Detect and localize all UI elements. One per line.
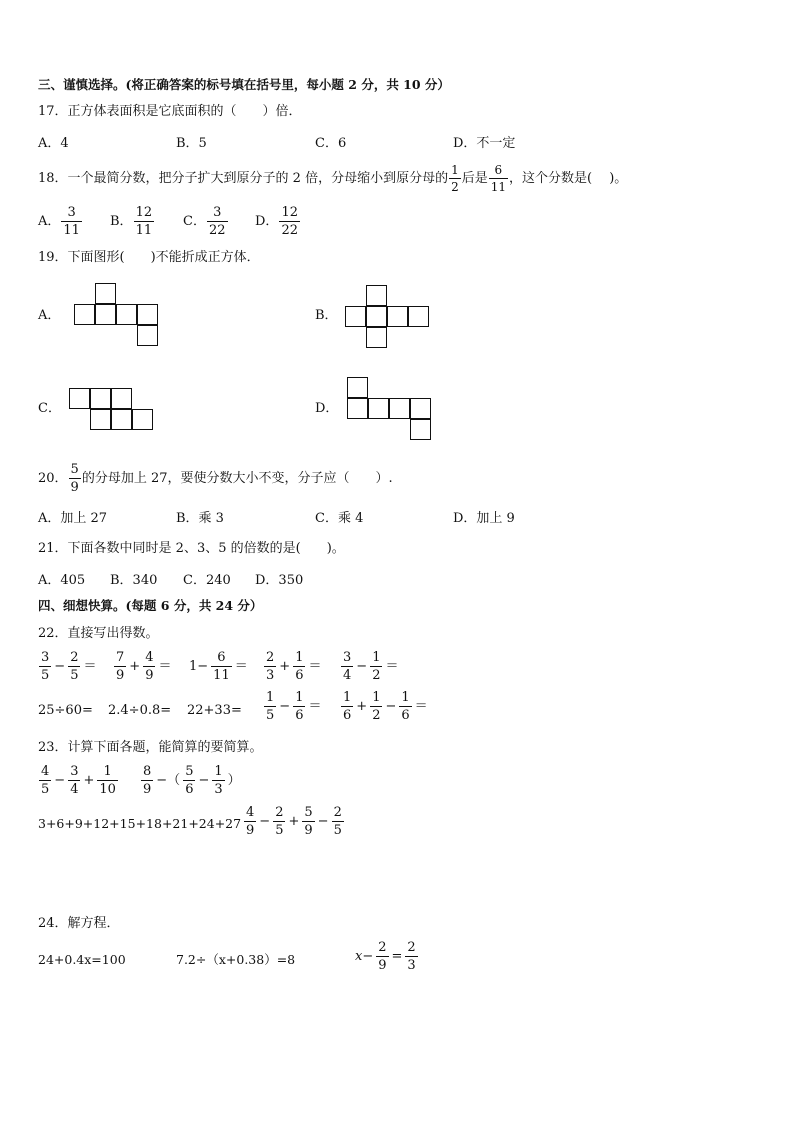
q22-item-3 — [187, 651, 250, 682]
fraction — [399, 691, 411, 722]
q20-fraction — [69, 463, 81, 494]
fraction-numerator: 4 — [41, 764, 50, 779]
net-square — [137, 325, 158, 346]
option-fraction — [279, 206, 300, 237]
q23-stem: 23．计算下面各题，能简算的要简算。 — [38, 740, 263, 755]
operator: ） — [227, 773, 241, 788]
fraction-numerator: 4 — [246, 805, 255, 820]
option-fraction — [61, 206, 82, 237]
q24-equation-1: 24+0.4x=100 — [38, 952, 126, 967]
net-square — [387, 306, 408, 327]
fraction-numerator: 5 — [70, 462, 79, 477]
fraction-numerator: 1 — [295, 690, 304, 705]
q18-option-a — [38, 206, 83, 237]
option-fraction — [134, 206, 155, 237]
fraction-numerator: 3 — [70, 764, 79, 779]
q21-option-a: A．405 — [38, 573, 86, 588]
fraction — [293, 651, 305, 682]
operator: − — [54, 659, 66, 674]
net-square — [74, 304, 95, 325]
fraction-denominator: 10 — [99, 782, 116, 797]
fraction — [376, 941, 388, 972]
fraction — [97, 765, 118, 796]
q18-result-fraction — [489, 164, 508, 193]
section4-header: 四、细想快算。(每题 6 分，共 24 分） — [38, 598, 263, 613]
q24-equation-3 — [353, 941, 419, 972]
net-square — [347, 398, 368, 419]
fraction — [405, 941, 417, 972]
fraction-numerator: 3 — [41, 650, 50, 665]
q22-item-8: 22+33= — [187, 703, 242, 718]
net-square — [410, 419, 431, 440]
q18-option-c — [183, 206, 229, 237]
fraction — [68, 765, 80, 796]
fraction-numerator: 2 — [407, 940, 416, 955]
fraction-denominator: 11 — [135, 223, 153, 238]
fraction-numerator: 3 — [213, 205, 222, 220]
fraction-denominator: 2 — [372, 708, 381, 723]
fraction-numerator: 1 — [295, 650, 304, 665]
fraction-numerator: 12 — [135, 205, 153, 220]
fraction — [143, 651, 155, 682]
q17-option-c: C．6 — [315, 136, 347, 151]
q22-item-2 — [113, 651, 173, 682]
fraction-denominator: 6 — [295, 708, 304, 723]
fraction-denominator: 9 — [143, 782, 152, 797]
q22-item-10 — [340, 691, 430, 722]
fraction-numerator: 1 — [266, 690, 275, 705]
net-square — [111, 409, 132, 430]
fraction-denominator: 9 — [145, 668, 154, 683]
net-square — [90, 409, 111, 430]
net-square — [95, 283, 116, 304]
fraction — [264, 651, 276, 682]
fraction-denominator: 6 — [401, 708, 410, 723]
net-square — [69, 388, 90, 409]
fraction-numerator: 1 — [343, 690, 352, 705]
equals-sign: ＝ — [234, 659, 248, 674]
operator: + — [129, 659, 141, 674]
equals-sign: ＝ — [414, 699, 428, 714]
operator: −（ — [156, 773, 181, 788]
fraction-denominator: 3 — [214, 782, 223, 797]
fraction-numerator: 12 — [281, 205, 298, 220]
fraction-denominator: 4 — [343, 668, 352, 683]
q19-net-c — [69, 388, 159, 433]
option-fraction — [207, 206, 228, 237]
fraction-denominator: 9 — [246, 823, 255, 838]
net-square — [345, 306, 366, 327]
q17-option-a: A．4 — [38, 136, 69, 151]
fraction-denominator: 5 — [41, 668, 50, 683]
option-label: D． — [255, 214, 279, 229]
fraction-denominator: 4 — [70, 782, 79, 797]
fraction-denominator: 5 — [41, 782, 50, 797]
net-square — [116, 304, 137, 325]
operator: + — [288, 814, 300, 829]
q23-expression-1 — [38, 765, 119, 796]
equals-sign: ＝ — [158, 659, 172, 674]
equals-sign: = — [391, 949, 403, 964]
fraction — [183, 765, 195, 796]
fraction-denominator: 6 — [343, 708, 352, 723]
q19-net-b — [345, 285, 435, 351]
operator: − — [279, 699, 291, 714]
q24-equation-2: 7.2÷（x+0.38）=8 — [176, 952, 296, 967]
fraction-numerator: 3 — [67, 205, 76, 220]
net-square — [90, 388, 111, 409]
q18-half-fraction — [449, 164, 461, 193]
fraction-denominator: 2 — [372, 668, 381, 683]
fraction-numerator: 2 — [266, 650, 275, 665]
fraction — [302, 806, 314, 837]
net-square — [137, 304, 158, 325]
q21-stem: 21．下面各数中同时是 2、3、5 的倍数的是( )。 — [38, 541, 345, 556]
q19-label-a: A． — [38, 308, 61, 323]
fraction — [370, 691, 382, 722]
q21-option-c: C．240 — [183, 573, 231, 588]
fraction-numerator: 7 — [116, 650, 125, 665]
fraction-numerator: 1 — [451, 163, 459, 177]
q19-label-c: C． — [38, 401, 61, 416]
fraction-numerator: 1 — [214, 764, 223, 779]
fraction — [273, 806, 285, 837]
net-square — [410, 398, 431, 419]
fraction-denominator: 3 — [266, 668, 275, 683]
q22-item-7: 2.4÷0.8= — [108, 703, 172, 718]
q19-label-b: B． — [315, 308, 338, 323]
operator: − — [259, 814, 271, 829]
fraction-numerator: 2 — [333, 805, 342, 820]
fraction-denominator: 22 — [208, 223, 226, 238]
q23-expression-4 — [243, 806, 345, 837]
net-square — [347, 377, 368, 398]
operator: − — [385, 699, 397, 714]
net-square — [132, 409, 153, 430]
q17-option-d: D．不一定 — [453, 136, 516, 151]
fraction — [211, 651, 232, 682]
fraction-numerator: 5 — [185, 764, 194, 779]
fraction-numerator: 2 — [378, 940, 387, 955]
q24-stem: 24．解方程． — [38, 916, 120, 931]
equals-sign: ＝ — [308, 699, 322, 714]
fraction-numerator: 6 — [217, 650, 226, 665]
q19-label-d: D． — [315, 401, 339, 416]
net-square — [95, 304, 116, 325]
equals-sign: ＝ — [83, 659, 97, 674]
q23-expression-2 — [140, 765, 243, 796]
operator: − — [198, 773, 210, 788]
operator: + — [279, 659, 291, 674]
fraction-numerator: 8 — [143, 764, 152, 779]
net-square — [366, 306, 387, 327]
net-square — [366, 327, 387, 348]
fraction-denominator: 9 — [70, 480, 79, 495]
fraction — [332, 806, 344, 837]
fraction-numerator: 2 — [70, 650, 79, 665]
fraction-denominator: 9 — [116, 668, 125, 683]
q20-option-b: B．乘 3 — [176, 511, 224, 526]
q20-stem — [38, 463, 393, 494]
fraction-numerator: 1 — [103, 764, 112, 779]
fraction-denominator: 5 — [275, 823, 284, 838]
fraction-denominator: 5 — [266, 708, 275, 723]
q19-stem: 19．下面图形( )不能折成正方体． — [38, 250, 260, 265]
fraction-denominator: 6 — [185, 782, 194, 797]
operator: − — [356, 659, 368, 674]
q18-option-d — [255, 206, 301, 237]
fraction-numerator: 1 — [372, 690, 381, 705]
fraction-denominator: 11 — [490, 180, 507, 194]
q18-stem-text-c: ，这个分数是( )。 — [509, 171, 628, 186]
q21-option-b: B．340 — [110, 573, 158, 588]
fraction-denominator: 9 — [378, 958, 387, 973]
q20-option-a: A．加上 27 — [38, 511, 108, 526]
fraction — [341, 651, 353, 682]
fraction — [114, 651, 126, 682]
operator: + — [83, 773, 95, 788]
q22-item-9 — [263, 691, 323, 722]
leading-term: 1− — [189, 659, 209, 674]
fraction-denominator: 2 — [451, 180, 459, 194]
q22-item-1 — [38, 651, 98, 682]
option-label: B． — [110, 214, 133, 229]
fraction-denominator: 6 — [295, 668, 304, 683]
fraction — [39, 651, 51, 682]
fraction — [370, 651, 382, 682]
fraction — [212, 765, 224, 796]
operator: + — [356, 699, 368, 714]
equals-sign: ＝ — [385, 659, 399, 674]
option-label: A． — [38, 214, 61, 229]
net-square — [366, 285, 387, 306]
net-square — [111, 388, 132, 409]
net-square — [389, 398, 410, 419]
fraction — [341, 691, 353, 722]
fraction — [293, 691, 305, 722]
q17-stem: 17．正方体表面积是它底面积的（ ）倍． — [38, 104, 302, 119]
q20-option-c: C．乘 4 — [315, 511, 364, 526]
fraction-denominator: 11 — [63, 223, 80, 238]
q18-stem-text-a: 18．一个最简分数，把分子扩大到原分子的 2 倍，分母缩小到原分母的 — [38, 171, 449, 186]
q22-stem: 22．直接写出得数。 — [38, 626, 159, 641]
net-square — [368, 398, 389, 419]
fraction-numerator: 3 — [343, 650, 352, 665]
fraction — [244, 806, 256, 837]
q20-prefix: 20． — [38, 471, 68, 486]
q23-expression-3: 3+6+9+12+15+18+21+24+27 — [38, 816, 242, 831]
operator: − — [317, 814, 329, 829]
option-label: C． — [183, 214, 206, 229]
q17-option-b: B．5 — [176, 136, 207, 151]
fraction — [264, 691, 276, 722]
fraction-numerator: 6 — [494, 163, 503, 177]
net-square — [408, 306, 429, 327]
q18-option-b — [110, 206, 155, 237]
fraction-numerator: 4 — [145, 650, 154, 665]
fraction-denominator: 11 — [213, 668, 230, 683]
operator: − — [54, 773, 66, 788]
fraction — [68, 651, 80, 682]
fraction-denominator: 9 — [304, 823, 313, 838]
fraction — [141, 765, 153, 796]
q22-item-6: 25÷60= — [38, 703, 93, 718]
q19-net-d — [347, 377, 437, 443]
fraction-denominator: 3 — [407, 958, 416, 973]
fraction-numerator: 1 — [372, 650, 381, 665]
q22-item-4 — [263, 651, 323, 682]
q20-stem-text: 的分母加上 27，要使分数大小不变，分子应（ ）. — [81, 471, 393, 486]
section3-header: 三、谨慎选择。(将正确答案的标号填在括号里，每小题 2 分，共 10 分） — [38, 77, 450, 92]
fraction-denominator: 5 — [70, 668, 79, 683]
fraction-numerator: 5 — [304, 805, 313, 820]
leading-term: x− — [355, 949, 374, 964]
q22-item-5 — [340, 651, 400, 682]
q20-option-d: D．加上 9 — [453, 511, 515, 526]
fraction-denominator: 5 — [333, 823, 342, 838]
equals-sign: ＝ — [308, 659, 322, 674]
fraction-numerator: 2 — [275, 805, 284, 820]
q18-stem-text-b: 后是 — [461, 171, 488, 186]
fraction-denominator: 22 — [281, 223, 298, 238]
q21-option-d: D．350 — [255, 573, 304, 588]
fraction-numerator: 1 — [401, 690, 410, 705]
fraction — [39, 765, 51, 796]
q19-net-a — [74, 283, 164, 349]
q18-stem — [38, 164, 627, 193]
